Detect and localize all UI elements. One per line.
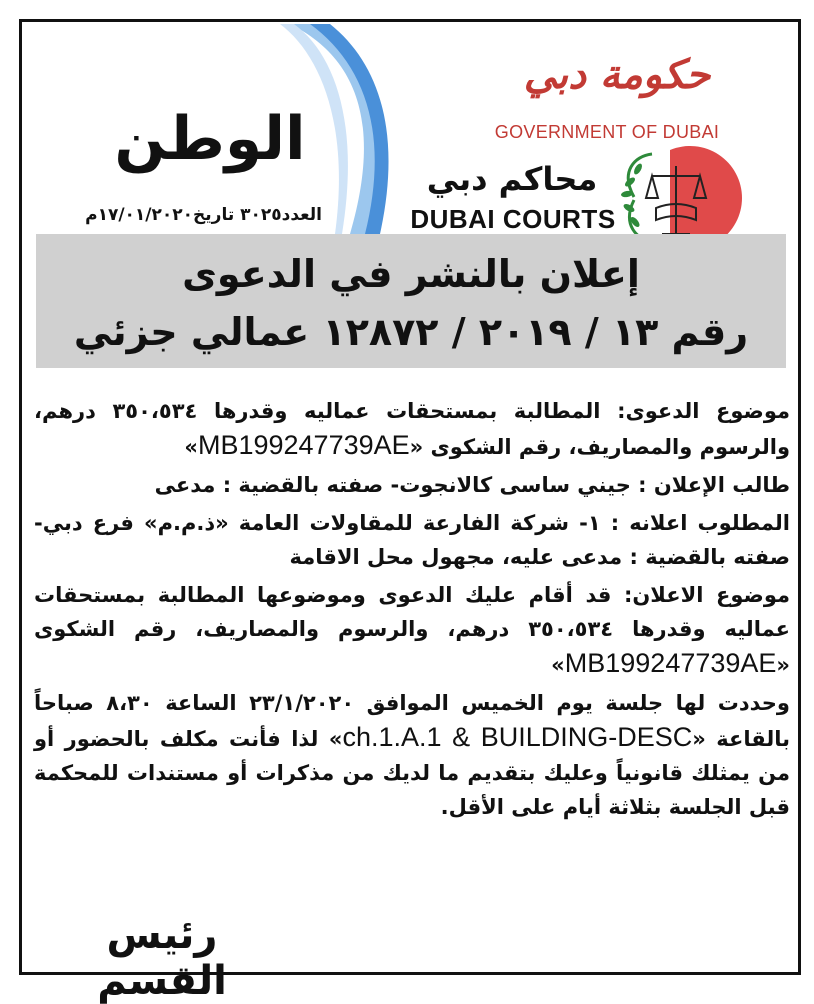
- claimant-paragraph: طالب الإعلان : جيني ساسى كالانجوت- صفته بالقضية : مدعى: [154, 473, 790, 497]
- issue-date-line: العدد٣٠٢٥ تاريخ١٧/٠١/٢٠٢٠م: [85, 205, 322, 225]
- title-band: [36, 234, 786, 368]
- claim-subject-paragraph: موضوع الدعوى: المطالبة بمستحقات عماليه وقدرها ٣٥٠،٥٣٤ درهم، والرسوم والمصاريف، رقم الشكوى «MB199247739AE»: [34, 399, 790, 460]
- government-arabic-logo: حكومة دبي: [523, 52, 711, 98]
- notice-frame: [19, 19, 801, 1004]
- case-number: رقم ١٣ / ٢٠١٩ / ١٢٨٧٢ عمالي جزئي: [73, 310, 749, 354]
- hall-code: ch.1.A.1 & BUILDING-DESC: [342, 722, 693, 752]
- government-english-name: GOVERNMENT OF DUBAI: [494, 122, 720, 142]
- notice-title: إعلان بالنشر في الدعوى: [182, 252, 640, 296]
- complaint-number: MB199247739AE: [197, 430, 410, 460]
- notice-subject-paragraph: موضوع الاعلان: قد أقام عليك الدعوى وموضوعها المطالبة بمستحقات عماليه وقدرها ٣٥٠،٥٣٤ درهم، والرسوم والمصاريف، رقم الشكوى «MB199247739AE»: [34, 583, 790, 678]
- newspaper-name: الوطن: [114, 104, 306, 174]
- defendant-paragraph: المطلوب اعلانه : ١- شركة الفارعة للمقاولات العامة «ذ.م.م» فرع دبي- صفته بالقضية : مدعى عليه، مجهول محل الاقامة: [34, 511, 790, 569]
- courts-english-name: DUBAI COURTS: [410, 204, 616, 234]
- complaint-number: MB199247739AE: [564, 648, 777, 678]
- notice-body: [34, 394, 790, 828]
- courts-arabic-name: محاكم دبي: [426, 160, 598, 198]
- signature-title: رئيس القسم: [97, 912, 227, 1004]
- hearing-paragraph: وحددت لها جلسة يوم الخميس الموافق ٢٣/١/٢٠٢٠ الساعة ٨،٣٠ صباحاً بالقاعة «ch.1.A.1 & BUILDING-DESC» لذا فأنت مكلف بالحضور أو من يمثلك قانونياً وعليك بتقديم ما لديك من مذكرات أو مستندات للمحكمة قبل الجلسة بثلاثة أيام على الأقل.: [34, 691, 790, 819]
